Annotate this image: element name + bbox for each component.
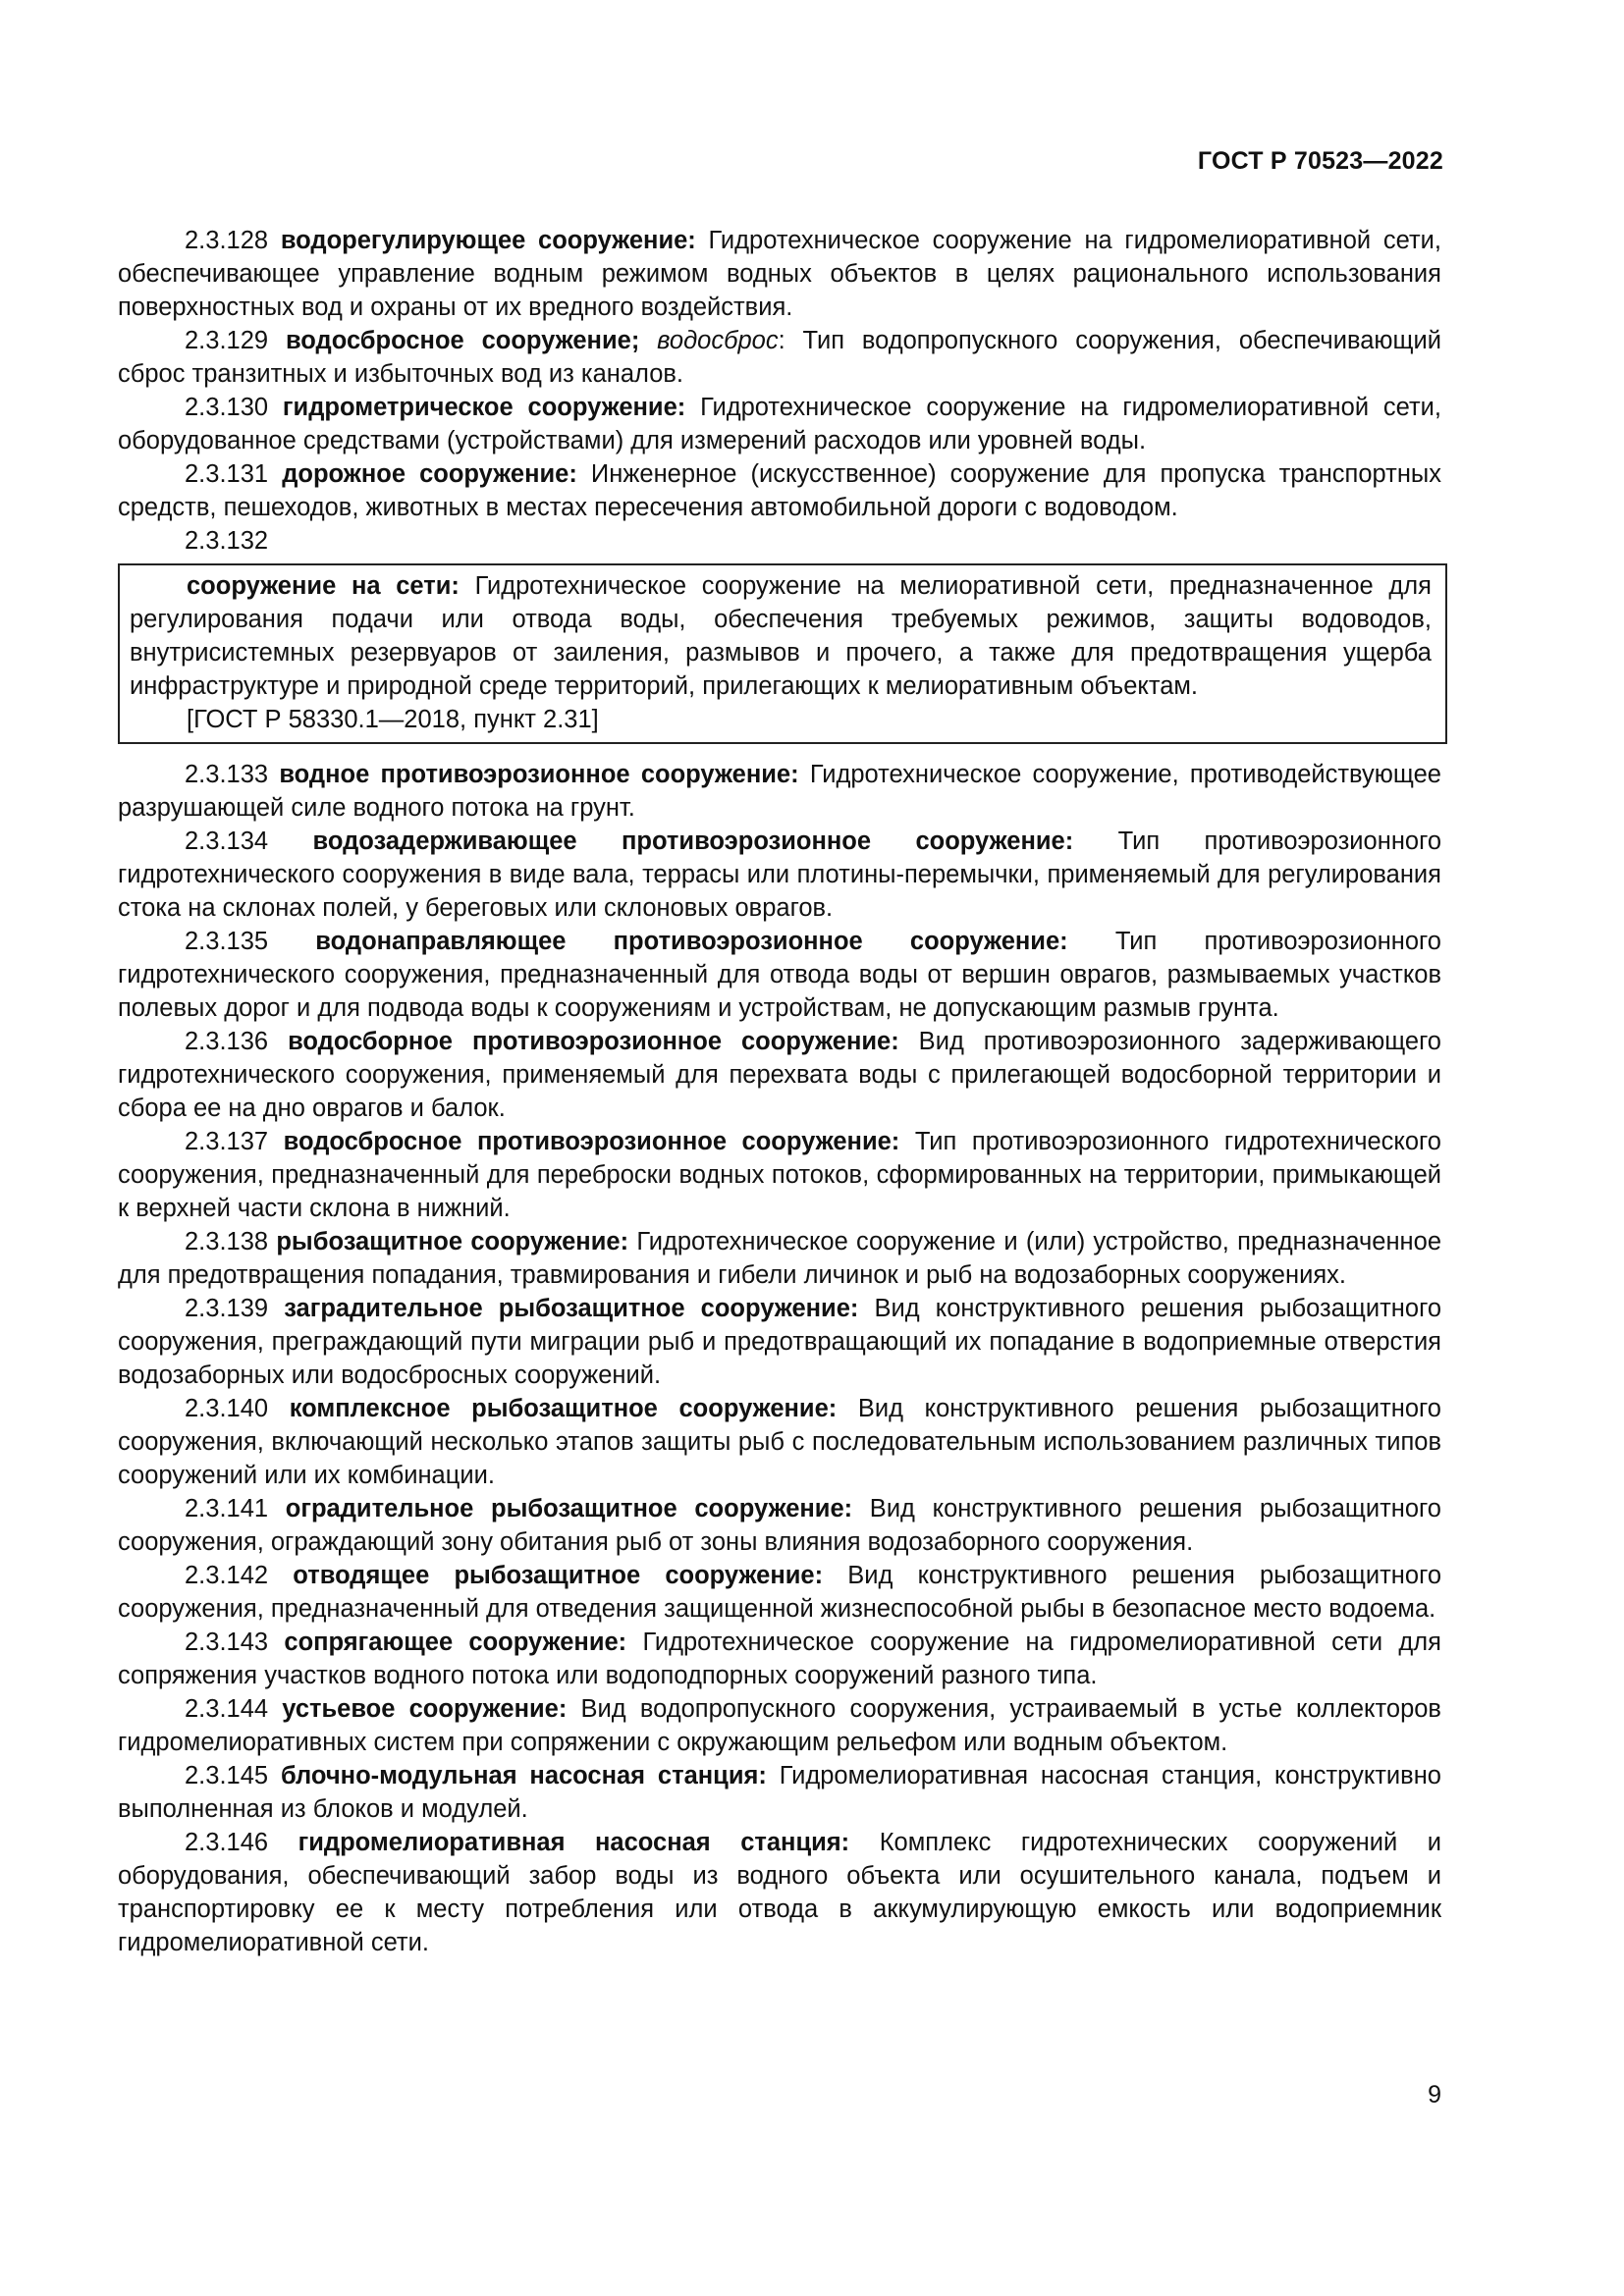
term-number: 2.3.129 — [185, 327, 269, 354]
boxed-entry-term: сооружение на сети: — [187, 572, 460, 600]
term-definition: Вид противоэрозионного задерживающего гидротехнического сооружения, применяемый для перехвата воды с прилегающей водосборной территории и сбора ее на дно оврагов и балок. — [118, 1028, 1441, 1122]
term-definition: Гидротехническое сооружение на гидромелиоративной сети, обеспечивающее управление водным режимом водных объектов в целях рационального использования поверхностных вод и охраны от их вредного воздействия. — [118, 227, 1441, 321]
term-entry — [118, 1492, 1441, 1559]
term-number: 2.3.146 — [185, 1829, 269, 1856]
term-definition: Вид конструктивного решения рыбозащитного сооружения, преграждающий пути миграции рыб и предотвращающий их попадание в водоприемные отверстия водозаборных или водосбросных сооружений. — [118, 1295, 1441, 1389]
term-definition: Гидротехническое сооружение и (или) устройство, предназначенное для предотвращения попадания, травмирования и гибели личинок и рыб на водозаборных сооружениях. — [118, 1228, 1442, 1289]
term-definition: Вид конструктивного решения рыбозащитного сооружения, ограждающий зону обитания рыб от зоны влияния водозаборного сооружения. — [118, 1495, 1441, 1556]
term-number: 2.3.141 — [185, 1495, 269, 1522]
term-number: 2.3.130 — [185, 394, 269, 421]
term-definition: Гидротехническое сооружение на гидромелиоративной сети, оборудованное средствами (устройствами) для измерений расходов или уровней воды. — [118, 394, 1441, 454]
term-name: комплексное рыбозащитное сооружение: — [289, 1395, 838, 1422]
term-number: 2.3.145 — [185, 1762, 269, 1789]
term-definition: Комплекс гидротехнических сооружений и оборудования, обеспечивающий забор воды из водного объекта или осушительного канала, подъем и транспортировку ее к месту потребления или отвода в аккумулирующую емкость или водоприемник гидромелиоративной сети. — [118, 1829, 1441, 1956]
term-definition: Тип противоэрозионного гидротехнического сооружения, предназначенный для отвода воды от вершин оврагов, размываемых участков полевых дорог и для подвода воды к сооружениям и устройствам, не допускающим размыв грунта. — [118, 928, 1441, 1022]
term-name: гидромелиоративная насосная станция: — [298, 1829, 850, 1856]
term-entry — [118, 825, 1441, 925]
term-number: 2.3.133 — [185, 761, 269, 788]
term-synonym: водосброс — [639, 327, 779, 354]
term-name: дорожное сооружение: — [282, 460, 577, 488]
term-number: 2.3.134 — [185, 828, 269, 855]
term-name: водозадерживающее противоэрозионное сооружение: — [312, 828, 1074, 855]
term-number: 2.3.144 — [185, 1695, 269, 1723]
term-number: 2.3.138 — [185, 1228, 269, 1255]
term-number: 2.3.142 — [185, 1562, 269, 1589]
term-name: блочно-модульная насосная станция: — [280, 1762, 767, 1789]
document-header: ГОСТ Р 70523—2022 — [1197, 147, 1443, 175]
term-definition: Гидротехническое сооружение на гидромелиоративной сети для сопряжения участков водного потока или водоподпорных сооружений разного типа. — [118, 1629, 1441, 1689]
term-entry — [118, 1292, 1441, 1392]
boxed-entry-number: 2.3.132 — [185, 527, 269, 555]
term-entry — [118, 457, 1441, 524]
term-name: рыбозащитное сооружение: — [276, 1228, 629, 1255]
term-number: 2.3.128 — [185, 227, 269, 254]
entries-bottom — [118, 758, 1441, 1959]
term-number: 2.3.137 — [185, 1128, 269, 1155]
term-definition: : Тип водопропускного сооружения, обеспечивающий сброс транзитных и избыточных вод из каналов. — [118, 327, 1441, 388]
term-number: 2.3.135 — [185, 928, 269, 955]
term-number: 2.3.140 — [185, 1395, 269, 1422]
term-entry — [118, 1759, 1441, 1826]
term-name: водное противоэрозионное сооружение: — [279, 761, 799, 788]
term-entry — [118, 1225, 1441, 1292]
term-definition: Тип противоэрозионного гидротехнического сооружения в виде вала, террасы или плотины-перемычки, применяемый для регулирования стока на склонах полей, у береговых или склоновых оврагов. — [118, 828, 1441, 922]
term-entry — [118, 391, 1441, 457]
term-entry — [118, 1392, 1441, 1492]
term-entry — [118, 224, 1441, 324]
term-entry — [118, 1559, 1441, 1626]
term-definition: Гидромелиоративная насосная станция, конструктивно выполненная из блоков и модулей. — [118, 1762, 1441, 1823]
term-name: водосбросное противоэрозионное сооружение: — [283, 1128, 900, 1155]
term-name: оградительное рыбозащитное сооружение: — [285, 1495, 853, 1522]
entries-top — [118, 224, 1441, 524]
document-body — [118, 224, 1441, 1959]
term-definition: Вид конструктивного решения рыбозащитного сооружения, предназначенный для отведения защищенной жизнеспособной рыбы в безопасное место водоема. — [118, 1562, 1441, 1623]
term-definition: Вид водопропускного сооружения, устраиваемый в устье коллекторов гидромелиоративных систем при сопряжении с окружающим рельефом или водным объектом. — [118, 1695, 1441, 1756]
term-entry — [118, 1025, 1441, 1125]
term-name: водосборное противоэрозионное сооружение: — [288, 1028, 899, 1055]
term-definition: Гидротехническое сооружение, противодействующее разрушающей силе водного потока на грунт. — [118, 761, 1441, 822]
term-name: водонаправляющее противоэрозионное сооружение: — [315, 928, 1068, 955]
term-name: отводящее рыбозащитное сооружение: — [293, 1562, 824, 1589]
term-entry — [118, 1125, 1441, 1225]
term-name: гидрометрическое сооружение: — [282, 394, 686, 421]
term-definition: Вид конструктивного решения рыбозащитного сооружения, включающий несколько этапов защиты рыб с последовательным использованием различных типов сооружений или их комбинации. — [118, 1395, 1441, 1489]
term-entry — [118, 1692, 1441, 1759]
boxed-entry-source: [ГОСТ Р 58330.1—2018, пункт 2.31] — [187, 706, 599, 733]
boxed-entry-text: Гидротехническое сооружение на мелиоративной сети, предназначенное для регулирования подачи или отвода воды, обеспечения требуемых режимов, защиты водоводов, внутрисистемных резервуаров от заиления, размывов и прочего, а также для предотвращения ущерба инфраструктуре и природной среде территорий, прилегающих к мелиоративным объектам. — [130, 572, 1432, 700]
term-number: 2.3.139 — [185, 1295, 269, 1322]
term-name: водосбросное сооружение; — [285, 327, 640, 354]
term-number: 2.3.131 — [185, 460, 269, 488]
term-name: заградительное рыбозащитное сооружение: — [284, 1295, 859, 1322]
term-entry — [118, 1826, 1441, 1959]
term-definition: Инженерное (искусственное) сооружение для пропуска транспортных средств, пешеходов, животных в местах пересечения автомобильной дороги с водоводом. — [118, 460, 1441, 521]
term-entry — [118, 1626, 1441, 1692]
quoted-definition-box — [118, 563, 1447, 744]
term-name: устьевое сооружение: — [282, 1695, 568, 1723]
term-name: водорегулирующее сооружение: — [280, 227, 696, 254]
term-number: 2.3.136 — [185, 1028, 269, 1055]
term-entry — [118, 324, 1441, 391]
boxed-entry-definition — [130, 569, 1432, 703]
term-entry — [118, 758, 1441, 825]
term-name: сопрягающее сооружение: — [284, 1629, 627, 1656]
term-number: 2.3.143 — [185, 1629, 269, 1656]
term-definition: Тип противоэрозионного гидротехнического сооружения, предназначенный для переброски водных потоков, сформированных на территории, примыкающей к верхней части склона в нижний. — [118, 1128, 1441, 1222]
page-number: 9 — [1428, 2081, 1441, 2109]
term-entry — [118, 925, 1441, 1025]
